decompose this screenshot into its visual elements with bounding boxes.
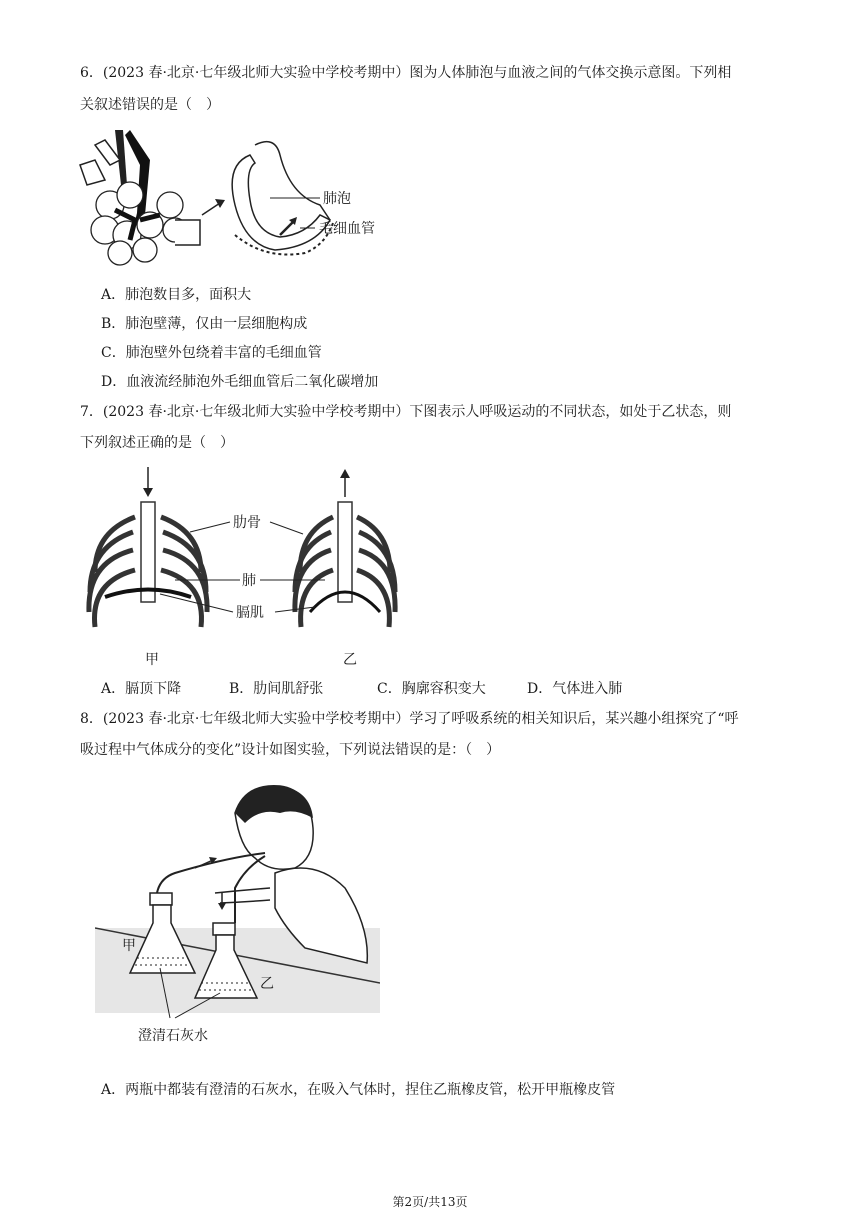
q6-alveolus-figure	[75, 125, 405, 270]
q6-label-capillary: 毛细血管	[319, 221, 375, 237]
q6-option-b: B．肺泡壁薄，仅由一层细胞构成	[101, 316, 308, 332]
q7-label-diaphragm: 膈肌	[236, 605, 264, 621]
q6-option-d: D．血液流经肺泡外毛细血管后二氧化碳增加	[101, 374, 379, 390]
q7-option-a: A．膈顶下降	[101, 681, 182, 697]
q8-option-a: A．两瓶中都装有澄清的石灰水，在吸入气体时，捏住乙瓶橡皮管，松开甲瓶橡皮管	[101, 1082, 616, 1098]
q7-option-d: D．气体进入肺	[527, 681, 623, 697]
q7-option-c: C．胸廓容积变大	[377, 681, 486, 697]
q7-label-yi: 乙	[343, 652, 357, 668]
q7-label-lung: 肺	[242, 573, 256, 589]
q8-label-jia: 甲	[122, 938, 136, 954]
q7-option-b: B．肋间肌舒张	[229, 681, 324, 697]
q6-label-alveolus: 肺泡	[323, 191, 351, 207]
q7-label-jia: 甲	[145, 652, 159, 668]
q6-option-c: C．肺泡壁外包绕着丰富的毛细血管	[101, 345, 322, 361]
q7-stem-line1: 7．(2023 春·北京·七年级北师大实验中学校考期中）下图表示人呼吸运动的不同状态，如处于乙状态，则	[80, 404, 732, 420]
q8-stem-line2: 吸过程中气体成分的变化”设计如图实验，下列说法错误的是：（ ）	[80, 742, 501, 758]
q8-label-limewater: 澄清石灰水	[138, 1028, 208, 1044]
q6-stem-line2: 关叙述错误的是（ ）	[80, 97, 220, 113]
q8-label-yi: 乙	[260, 976, 274, 992]
q7-label-rib: 肋骨	[233, 515, 261, 531]
q6-stem-line1: 6．(2023 春·北京·七年级北师大实验中学校考期中）图为人体肺泡与血液之间的气体交换示意图。下列相	[80, 65, 732, 81]
q8-experiment-figure	[95, 778, 380, 1050]
page-footer: 第2页/共13页	[392, 1195, 468, 1209]
q8-stem-line1: 8．(2023 春·北京·七年级北师大实验中学校考期中）学习了呼吸系统的相关知识后，某兴趣小组探究了“呼	[80, 711, 739, 727]
q6-option-a: A．肺泡数目多，面积大	[101, 287, 252, 303]
q7-thorax-figure	[75, 462, 415, 672]
q7-stem-line2: 下列叙述正确的是（ ）	[80, 435, 234, 451]
